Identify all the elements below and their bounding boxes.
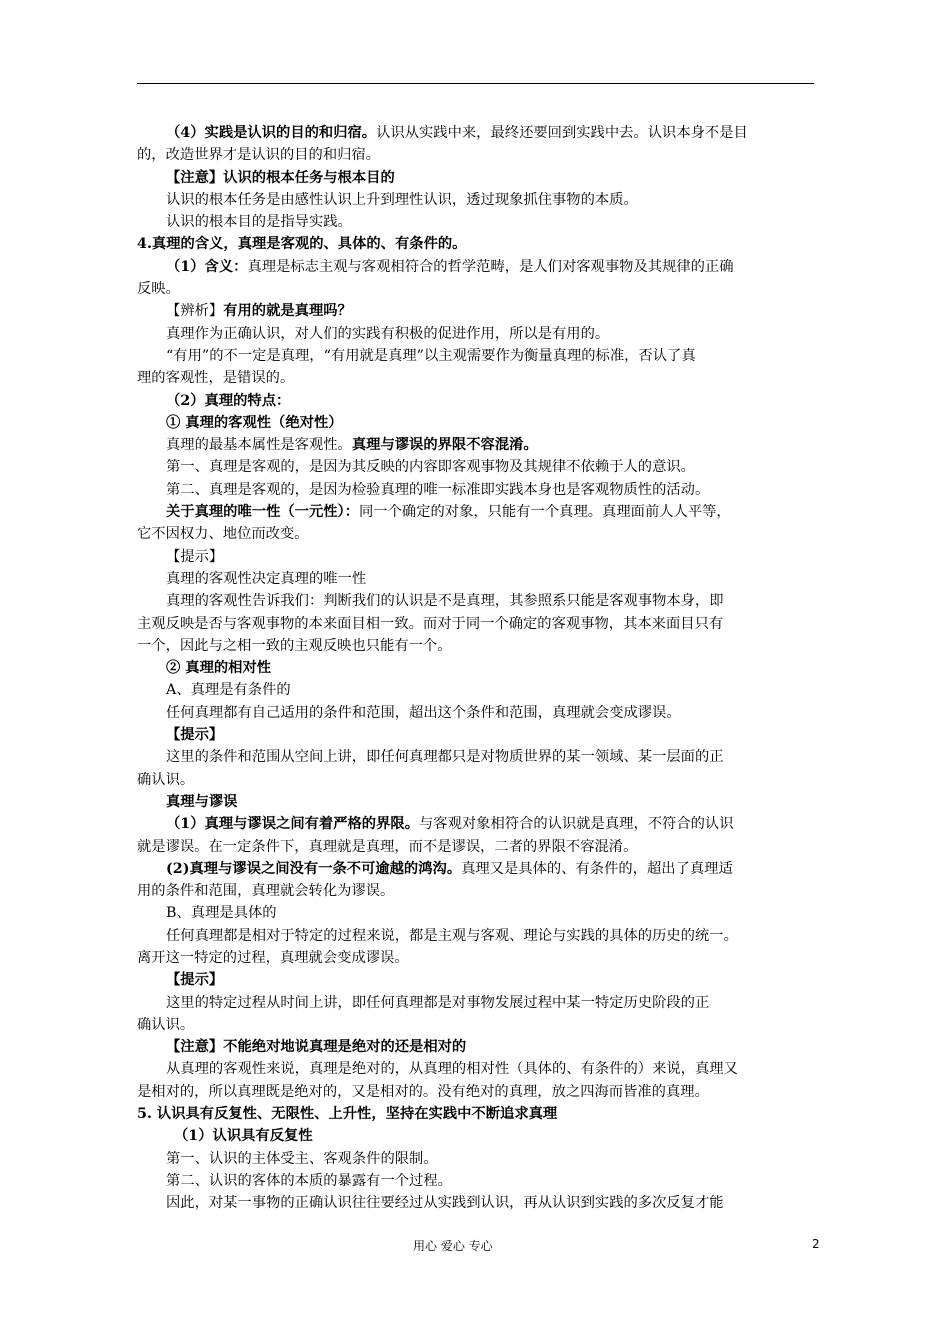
text-line xyxy=(137,1170,817,1192)
text-line xyxy=(137,969,817,991)
text-line xyxy=(137,256,817,278)
text-span: 真理的最基本属性是客观性。 xyxy=(166,437,352,454)
bold-text: （1）真理与谬误之间有着严格的界限。 xyxy=(166,816,419,833)
bold-text: 5. 认识具有反复性、无限性、上升性，坚持在实践中不断追求真理 xyxy=(137,1106,558,1123)
bold-text: (2)真理与谬误之间没有一条不可逾越的鸿沟。 xyxy=(166,860,462,877)
text-line xyxy=(137,1014,817,1036)
text-line xyxy=(137,836,817,858)
text-line xyxy=(137,390,817,412)
text-line xyxy=(137,746,817,768)
text-line xyxy=(137,300,817,322)
text-line xyxy=(137,1148,817,1170)
text-span: 真理又是具体的、有条件的，超出了真理适 xyxy=(461,860,733,877)
text-span: 它不因权力、地位而改变。 xyxy=(137,526,309,543)
text-line xyxy=(137,1081,817,1103)
bold-text: 【提示】 xyxy=(166,727,224,744)
text-span: 认识的根本任务是由感性认识上升到理性认识，透过现象抓住事物的本质。 xyxy=(166,191,638,208)
text-span: 就是谬误。在一定条件下，真理就是真理，而不是谬误，二者的界限不容混淆。 xyxy=(137,838,638,855)
text-line xyxy=(137,635,817,657)
footer-motto: 用心 爱心 专心 xyxy=(413,1239,493,1253)
text-line xyxy=(137,880,817,902)
text-span: 第一、真理是客观的，是因为其反映的内容即客观事物及其规律不依赖于人的意识。 xyxy=(166,459,695,476)
text-span: “有用”的不一定是真理，“有用就是真理”以主观需要作为衡量真理的标准，否认了真 xyxy=(166,347,696,364)
text-span: 真理作为正确认识，对人们的实践有积极的促进作用，所以是有用的。 xyxy=(166,325,610,342)
bold-text: 4.真理的含义，真理是客观的、具体的、有条件的。 xyxy=(137,236,467,253)
text-line xyxy=(137,278,817,300)
text-line xyxy=(137,1036,817,1058)
bold-text: 关于真理的唯一性（一元性）： xyxy=(166,504,360,521)
text-span: 任何真理都是相对于特定的过程来说，都是主观与客观、理论与实践的具体的历史的统一。 xyxy=(166,927,738,944)
bold-text: 真理与谬误 xyxy=(166,793,238,810)
text-line xyxy=(137,568,817,590)
text-span: 真理的客观性决定真理的唯一性 xyxy=(166,570,367,587)
bold-text: 有用的就是真理吗？ xyxy=(223,303,352,320)
text-span: 用的条件和范围，真理就会转化为谬误。 xyxy=(137,883,395,900)
text-span: 【提示】 xyxy=(166,548,224,565)
text-line xyxy=(137,902,817,924)
text-line xyxy=(137,657,817,679)
bold-text: （2）真理的特点： xyxy=(166,392,291,409)
text-span: 真理是标志主观与客观相符合的哲学范畴，是人们对客观事物及其规律的正确 xyxy=(247,258,734,275)
text-line xyxy=(137,1125,817,1147)
text-line xyxy=(137,189,817,211)
text-line xyxy=(137,456,817,478)
text-span: 确认识。 xyxy=(137,771,195,788)
text-line xyxy=(137,144,817,166)
text-span: 是相对的，所以真理既是绝对的，又是相对的。没有绝对的真理，放之四海而皆准的真理。 xyxy=(137,1083,709,1100)
text-span: 第一、认识的主体受主、客观条件的限制。 xyxy=(166,1150,438,1167)
text-span: 同一个确定的对象，只能有一个真理。真理面前人人平等， xyxy=(359,504,731,521)
text-span: 认识从实践中来，最终还要回到实践中去。认识本身不是目 xyxy=(376,125,748,141)
text-line xyxy=(137,233,817,255)
text-line xyxy=(137,947,817,969)
text-line xyxy=(137,858,817,880)
text-line xyxy=(137,769,817,791)
text-line xyxy=(137,992,817,1014)
text-span: 一个，因此与之相一致的主观反映也只能有一个。 xyxy=(137,637,452,654)
text-line xyxy=(137,479,817,501)
text-line xyxy=(137,590,817,612)
text-line xyxy=(137,546,817,568)
text-span: 因此，对某一事物的正确认识往往要经过从实践到认识，再从认识到实践的多次反复才能 xyxy=(166,1195,724,1212)
text-line xyxy=(137,679,817,701)
text-line xyxy=(137,412,817,434)
text-line xyxy=(137,501,817,523)
text-line xyxy=(137,724,817,746)
text-span: 反映。 xyxy=(137,281,180,298)
text-span: B、真理是具体的 xyxy=(166,905,277,922)
text-line xyxy=(137,167,817,189)
text-span: 任何真理都有自己适用的条件和范围，超出这个条件和范围，真理就会变成谬误。 xyxy=(166,704,681,721)
text-line xyxy=(137,434,817,456)
bold-text: 【提示】 xyxy=(166,972,224,989)
text-span: 与客观对象相符合的认识就是真理，不符合的认识 xyxy=(419,816,734,833)
text-line xyxy=(137,367,817,389)
text-line xyxy=(137,813,817,835)
text-line xyxy=(137,1192,817,1214)
text-span: 第二、认识的客体的本质的暴露有一个过程。 xyxy=(166,1172,452,1189)
document-body xyxy=(137,122,817,1215)
bold-text: 真理与谬误的界限不容混淆。 xyxy=(351,437,538,454)
text-line xyxy=(137,523,817,545)
text-line xyxy=(137,323,817,345)
text-span: 这里的特定过程从时间上讲，即任何真理都是对事物发展过程中某一特定历史阶段的正 xyxy=(166,994,710,1011)
text-line xyxy=(137,925,817,947)
page-number: 2 xyxy=(812,1237,820,1251)
text-span: 从真理的客观性来说，真理是绝对的，从真理的相对性（具体的、有条件的）来说，真理又 xyxy=(166,1061,738,1078)
bold-text: ② 真理的相对性 xyxy=(166,660,272,677)
header-rule xyxy=(137,83,814,84)
text-line xyxy=(137,613,817,635)
bold-text: ① 真理的客观性（绝对性） xyxy=(166,414,343,431)
text-line xyxy=(137,1058,817,1080)
text-line xyxy=(137,702,817,724)
text-span: 主观反映是否与客观事物的本来面目相一致。而对于同一个确定的客观事物，其本来面目只有 xyxy=(137,615,724,632)
text-span: 真理的客观性告诉我们：判断我们的认识是不是真理，其参照系只能是客观事物本身，即 xyxy=(166,593,724,610)
text-line xyxy=(137,1103,817,1125)
bold-text: 【注意】认识的根本任务与根本目的 xyxy=(166,169,395,186)
text-line xyxy=(137,791,817,813)
bold-text: （1）认识具有反复性 xyxy=(174,1128,313,1145)
text-line xyxy=(137,345,817,367)
text-line xyxy=(137,211,817,233)
text-span: 离开这一特定的过程，真理就会变成谬误。 xyxy=(137,949,409,966)
bold-text: 【注意】不能绝对地说真理是绝对的还是相对的 xyxy=(166,1039,467,1056)
text-span: 这里的条件和范围从空间上讲，即任何真理都只是对物质世界的某一领域、某一层面的正 xyxy=(166,749,724,766)
text-span: 理的客观性，是错误的。 xyxy=(137,370,295,387)
text-span: 的，改造世界才是认识的目的和归宿。 xyxy=(137,147,381,164)
bold-text: （1）含义： xyxy=(166,258,248,275)
text-span: 【辨析】 xyxy=(166,303,224,320)
text-span: 第二、真理是客观的，是因为检验真理的唯一标准即实践本身也是客观物质性的活动。 xyxy=(166,481,710,498)
text-span: 确认识。 xyxy=(137,1016,195,1033)
bold-text: （4）实践是认识的目的和归宿。 xyxy=(166,125,377,141)
text-span: A、真理是有条件的 xyxy=(166,682,291,699)
text-span: 认识的根本目的是指导实践。 xyxy=(166,214,352,231)
text-line xyxy=(137,122,817,144)
